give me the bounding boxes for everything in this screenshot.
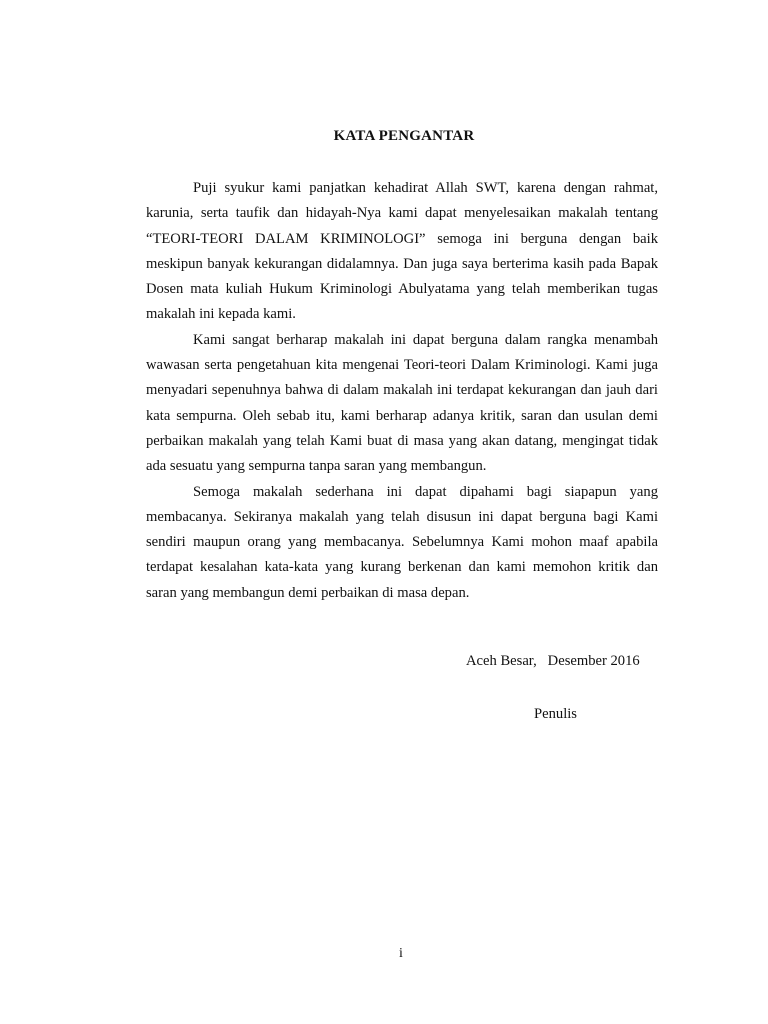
- page-title: KATA PENGANTAR: [333, 128, 475, 144]
- paragraph-3: Semoga makalah sederhana ini dapat dipahami bagi siapapun yang membacanya. Sekiranya makalah yang telah disusun ini dapat berguna bagi Kami sendiri maupun orang yang membacanya. Sebelumnya Kami mohon maaf apabila terdapat kesalahan kata-kata yang kurang berkenan dan kami memohon kritik dan saran yang membangun demi perbaikan di masa depan.: [146, 483, 658, 601]
- document-body: [146, 176, 658, 606]
- author-signature-label: Penulis: [534, 706, 577, 722]
- paragraph-1: Puji syukur kami panjatkan kehadirat Allah SWT, karena dengan rahmat, karunia, serta taufik dan hidayah-Nya kami dapat menyelesaikan makalah tentang “TEORI-TEORI DALAM KRIMINOLOGI” semoga ini berguna dengan baik meskipun banyak kekurangan didalamnya. Dan juga saya berterima kasih pada Bapak Dosen mata kuliah Hukum Kriminologi Abulyatama yang telah memberikan tugas makalah ini kepada kami.: [146, 180, 658, 323]
- place-date: Aceh Besar, Desember 2016: [466, 653, 640, 669]
- page-number: i: [399, 946, 403, 961]
- paragraph-2: Kami sangat berharap makalah ini dapat berguna dalam rangka menambah wawasan serta pengetahuan kita mengenai Teori-teori Dalam Kriminologi. Kami juga menyadari sepenuhnya bahwa di dalam makalah ini terdapat kekurangan dan jauh dari kata sempurna. Oleh sebab itu, kami berharap adanya kritik, saran dan usulan demi perbaikan makalah yang telah Kami buat di masa yang akan datang, mengingat tidak ada sesuatu yang sempurna tanpa saran yang membangun.: [146, 331, 658, 475]
